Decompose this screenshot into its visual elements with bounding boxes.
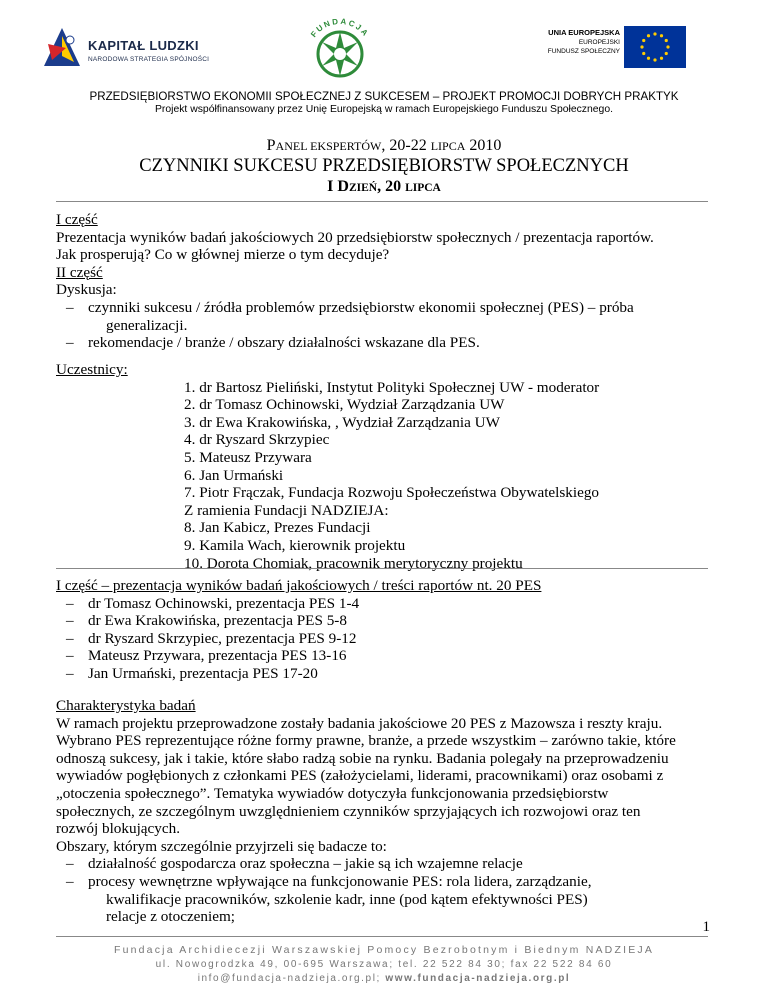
panel-title-cap: P — [266, 137, 276, 154]
research-line: rozwój blokujących. — [56, 820, 180, 838]
participant-item: 1. dr Bartosz Pieliński, Instytut Polityki Społecznej UW - moderator — [184, 378, 600, 396]
day-title-smallcaps: ZIEŃ — [348, 182, 378, 194]
research-line: społecznych, ze szczególnym uwzględnieniem czynników sprzyjających ich rozwojowi oraz ten — [56, 802, 641, 820]
day-title-cap: I D — [327, 178, 349, 195]
presentation-item: – dr Tomasz Ochinowski, prezentacja PES 1-4 — [56, 595, 706, 613]
fundacja-nadzieja-logo-icon — [300, 18, 380, 80]
area-item: – działalność gospodarcza oraz społeczna – jakie są ich wzajemne relacje — [56, 855, 706, 873]
eu-logo-text — [548, 28, 620, 56]
panel-title — [0, 137, 768, 155]
part1-line: Jak prosperują? Co w głównej mierze o tym decyduje? — [56, 246, 390, 264]
research-line: wywiadów pogłębionych z członkami PES (założycielami, liderami, pracownikami) oraz osobami z — [56, 767, 664, 785]
area-item-continuation: kwalifikacje pracowników, szkolenie kadr, inne (pod kątem efektywności PES) — [106, 890, 588, 908]
eu-star-icon — [653, 58, 656, 61]
header-logos — [0, 18, 768, 78]
eu-star-icon — [642, 39, 645, 42]
footer — [0, 944, 768, 984]
panel-title-year: 2010 — [465, 137, 502, 154]
page-number: 1 — [702, 919, 710, 935]
research-line: Wybrano PES reprezentujące różne formy prawne, branże, a przede wszystkim – zarówno takie, które — [56, 732, 676, 750]
area-item-continuation: relacje z otoczeniem; — [106, 908, 236, 926]
panel-title-dates: , 20-22 — [381, 137, 431, 154]
agenda-bullet: – czynniki sukcesu / źródła problemów przedsiębiorstw ekonomii społecznej (PES) – próba — [56, 299, 706, 317]
footer-address: ul. Nowogrodzka 49, 00-695 Warszawa; tel. 22 522 84 30; fax 22 522 84 60 — [155, 959, 613, 970]
eu-star-icon — [660, 34, 663, 37]
research-line: odnoszą sukcesy, jak i takie, które słabo radzą sobie na rynku. Badania polegały na przeprowadzeniu — [56, 749, 669, 767]
participant-item: 2. dr Tomasz Ochinowski, Wydział Zarządzania UW — [184, 396, 505, 414]
research-section — [56, 697, 706, 926]
participant-item: 7. Piotr Frączak, Fundacja Rozwoju Społeczeństwa Obywatelskiego — [184, 484, 600, 502]
footer-organization: Fundacja Archidiecezji Warszawskiej Pomocy Bezrobotnym i Biednym NADZIEJA — [113, 944, 655, 956]
presentation-item: – Mateusz Przywara, prezentacja PES 13-16 — [56, 647, 706, 665]
participant-item: 9. Kamila Wach, kierownik projektu — [184, 536, 406, 554]
agenda-bullet: – rekomendacje / branże / obszary działalności wskazane dla PES. — [56, 334, 706, 352]
kapital-ludzki-subtitle: NARODOWA STRATEGIA SPÓJNOŚCI — [88, 56, 210, 63]
participant-item: 3. dr Ewa Krakowińska, , Wydział Zarządzania UW — [184, 413, 500, 431]
eu-star-icon — [640, 45, 643, 48]
research-heading: Charakterystyka badań — [56, 697, 196, 714]
presentation-item: – Jan Urmański, prezentacja PES 17-20 — [56, 665, 706, 683]
research-line: W ramach projektu przeprowadzone zostały badania jakościowe 20 PES z Mazowsza i reszty kraju. — [56, 714, 663, 732]
footer-website[interactable]: www.fundacja-nadzieja.org.pl — [385, 973, 571, 984]
agenda-section — [56, 211, 706, 352]
day-title-date: , 20 — [377, 178, 406, 195]
presentation-item: – dr Ewa Krakowińska, prezentacja PES 5-8 — [56, 612, 706, 630]
project-cofinance-line: Projekt współfinansowany przez Unię Europejską w ramach Europejskiego Funduszu Społecznego. — [154, 104, 613, 115]
panel-title-smallcaps: ANEL EKSPERTÓW — [275, 139, 382, 153]
presentations-heading: I część – prezentacja wyników badań jakościowych / treści raportów nt. 20 PES — [56, 577, 542, 594]
participant-item: 8. Jan Kabicz, Prezes Fundacji — [184, 519, 371, 537]
participants-heading: Uczestnicy: — [56, 361, 128, 378]
eu-star-icon — [665, 39, 668, 42]
eu-star-icon — [660, 57, 663, 60]
eu-logo — [520, 26, 686, 74]
participant-item: 5. Mateusz Przywara — [184, 448, 312, 466]
research-line: „otoczenia społecznego”. Tematyka wywiadów dotyczyła funkcjonowania przedsiębiorstw — [56, 784, 609, 802]
eu-star-icon — [653, 32, 656, 35]
eu-line2: EUROPEJSKI — [578, 39, 620, 46]
eu-line3: FUNDUSZ SPOŁECZNY — [547, 48, 620, 55]
eu-star-icon — [666, 45, 669, 48]
divider — [56, 568, 708, 569]
kapital-ludzki-logo — [40, 26, 240, 76]
kapital-ludzki-title: KAPITAŁ LUDZKI — [88, 38, 199, 53]
participant-item: 10. Dorota Chomiak, pracownik merytoryczny projektu — [184, 554, 523, 572]
participant-item: 6. Jan Urmański — [184, 466, 284, 484]
day-title — [0, 178, 768, 196]
part2-heading: II część — [56, 263, 103, 281]
presentation-item: – dr Ryszard Skrzypiec, prezentacja PES 9-12 — [56, 630, 706, 648]
part1-heading: I część — [56, 211, 98, 228]
day-title-month: LIPCA — [405, 182, 441, 194]
footer-divider — [56, 936, 708, 937]
eu-star-icon — [665, 52, 668, 55]
part1-line: Prezentacja wyników badań jakościowych 20 przedsiębiorstw społecznych / prezentacja raportów. — [56, 228, 654, 246]
kapital-ludzki-mark-icon — [40, 26, 84, 70]
project-title-line: PRZEDSIĘBIORSTWO EKONOMII SPOŁECZNEJ Z SUKCESEM – PROJEKT PROMOCJI DOBRYCH PRAKTYK — [89, 90, 679, 103]
areas-intro: Obszary, którym szczególnie przyjrzeli się badacze to: — [56, 837, 387, 855]
eu-flag-icon — [624, 26, 686, 68]
agenda-bullet-continuation: generalizacji. — [106, 316, 188, 334]
eu-star-icon — [647, 57, 650, 60]
area-item: – procesy wewnętrzne wpływające na funkcjonowanie PES: rola lidera, zarządzanie, — [56, 873, 706, 891]
presentations-section — [56, 577, 706, 683]
participants-section — [56, 361, 706, 572]
footer-contact — [0, 973, 768, 984]
footer-email[interactable]: info@fundacja-nadzieja.org.pl; — [197, 973, 381, 984]
foundation-label: Z ramienia Fundacji NADZIEJA: — [184, 501, 389, 519]
main-title: CZYNNIKI SUKCESU PRZEDSIĘBIORSTW SPOŁECZNYCH — [139, 156, 629, 176]
eu-star-icon — [647, 34, 650, 37]
panel-title-month: LIPCA — [430, 139, 466, 153]
part2-line: Dyskusja: — [56, 281, 117, 299]
divider — [56, 201, 708, 202]
eu-star-icon — [642, 52, 645, 55]
participant-item: 4. dr Ryszard Skrzypiec — [184, 431, 330, 449]
svg-text:FUNDACJA: FUNDACJA — [309, 18, 371, 39]
eu-line1: UNIA EUROPEJSKA — [548, 28, 620, 37]
